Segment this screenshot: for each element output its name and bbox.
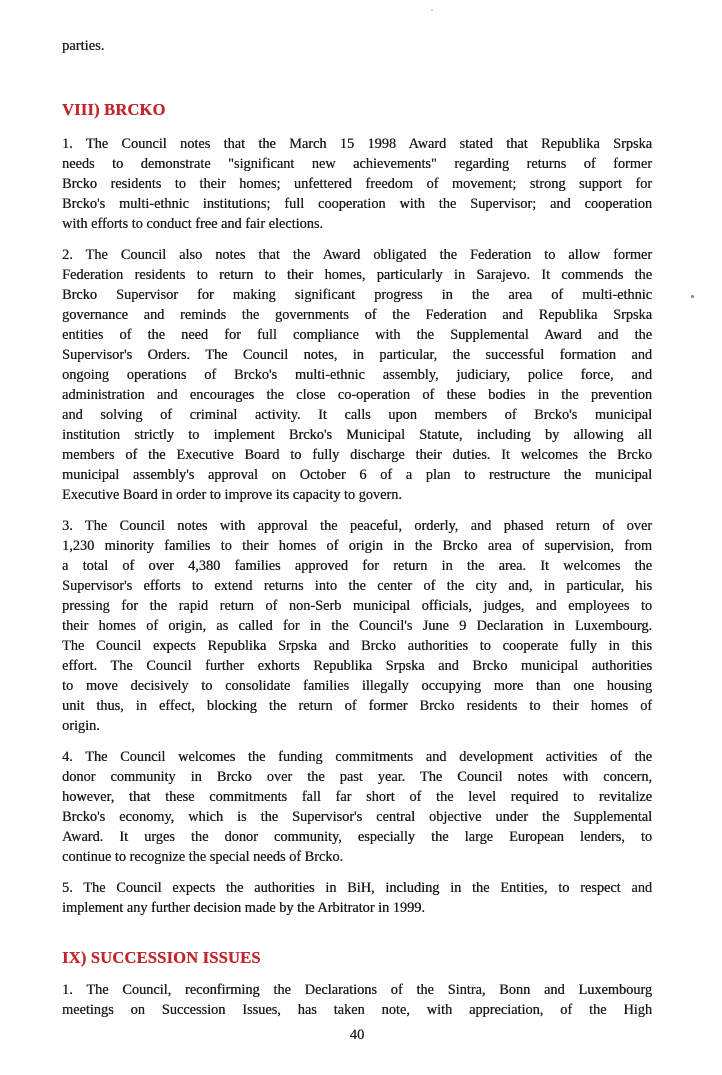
text-line: institution strictly to implement Brcko's Municipal Statute, including by allowing all bbox=[62, 427, 652, 443]
text-line: municipal assembly's approval on October 6 of a plan to restructure the municipal bbox=[62, 467, 652, 483]
text-line: meetings on Succession Issues, has taken note, with appreciation, of the High bbox=[62, 1002, 652, 1018]
text-line: Award. It urges the donor community, especially the large European lenders, to bbox=[62, 829, 652, 845]
text-line: with efforts to conduct free and fair elections. bbox=[62, 216, 323, 232]
paragraph bbox=[62, 245, 652, 505]
text-line: implement any further decision made by the Arbitrator in 1999. bbox=[62, 900, 425, 916]
paragraph bbox=[62, 134, 652, 234]
text-line: pressing for the rapid return of non-Serb municipal officials, judges, and employees to bbox=[62, 598, 652, 614]
text-line: 3. The Council notes with approval the peaceful, orderly, and phased return of over bbox=[62, 518, 652, 534]
text-line: Brcko's multi-ethnic institutions; full cooperation with the Supervisor; and cooperation bbox=[62, 196, 652, 212]
text-line: Executive Board in order to improve its capacity to govern. bbox=[62, 487, 402, 503]
text-line: Federation residents to return to their homes, particularly in Sarajevo. It commends the bbox=[62, 267, 652, 283]
text-line: 1. The Council notes that the March 15 1998 Award stated that Republika Srpska bbox=[62, 136, 652, 152]
text-line: Supervisor's Orders. The Council notes, in particular, the successful formation and bbox=[62, 347, 652, 363]
section-succession-paragraphs bbox=[62, 980, 652, 1020]
text-line: origin. bbox=[62, 718, 100, 734]
scan-speck bbox=[691, 295, 694, 298]
text-column bbox=[62, 0, 652, 1020]
paragraph bbox=[62, 747, 652, 867]
continuation-text: parties. bbox=[62, 38, 105, 54]
text-line: continue to recognize the special needs of Brcko. bbox=[62, 849, 344, 865]
paragraph bbox=[62, 980, 652, 1020]
text-line: needs to demonstrate "significant new achievements" regarding returns of former bbox=[62, 156, 652, 172]
text-line: Supervisor's efforts to extend returns into the center of the city and, in particular, his bbox=[62, 578, 652, 594]
section-brcko bbox=[62, 98, 652, 918]
text-line: 4. The Council welcomes the funding commitments and development activities of the bbox=[62, 749, 652, 765]
text-line: a total of over 4,380 families approved for return in the area. It welcomes the bbox=[62, 558, 652, 574]
text-line: effort. The Council further exhorts Republika Srpska and Brcko municipal authorities bbox=[62, 658, 652, 674]
text-line: ongoing operations of Brcko's multi-ethnic assembly, judiciary, police force, and bbox=[62, 367, 652, 383]
text-line: members of the Executive Board to fully discharge their duties. It welcomes the Brcko bbox=[62, 447, 652, 463]
text-line: entities of the need for full compliance with the Supplemental Award and the bbox=[62, 327, 652, 343]
section-succession bbox=[62, 946, 652, 1020]
text-line: 1. The Council, reconfirming the Declarations of the Sintra, Bonn and Luxembourg bbox=[62, 982, 652, 998]
text-line: Brcko residents to their homes; unfettered freedom of movement; strong support for bbox=[62, 176, 652, 192]
text-line: and solving of criminal activity. It calls upon members of Brcko's municipal bbox=[62, 407, 652, 423]
text-line: 2. The Council also notes that the Award obligated the Federation to allow former bbox=[62, 247, 652, 263]
section-heading-succession: IX) SUCCESSION ISSUES bbox=[62, 948, 261, 967]
text-line: to move decisively to consolidate families illegally occupying more than one housing bbox=[62, 678, 652, 694]
text-line: 1,230 minority families to their homes of origin in the Brcko area of supervision, from bbox=[62, 538, 652, 554]
page-number: 40 bbox=[349, 1027, 365, 1043]
section-brcko-paragraphs bbox=[62, 134, 652, 918]
text-line: governance and reminds the governments of the Federation and Republika Srpska bbox=[62, 307, 652, 323]
text-line: however, that these commitments fall far short of the level required to revitalize bbox=[62, 789, 652, 805]
section-heading-brcko: VIII) BRCKO bbox=[62, 100, 166, 119]
text-line: unit thus, in effect, blocking the return of former Brcko residents to their homes of bbox=[62, 698, 652, 714]
text-line: The Council expects Republika Srpska and Brcko authorities to cooperate fully in this bbox=[62, 638, 652, 654]
text-line: Brcko's economy, which is the Supervisor's central objective under the Supplemental bbox=[62, 809, 652, 825]
text-line: donor community in Brcko over the past year. The Council notes with concern, bbox=[62, 769, 652, 785]
paragraph bbox=[62, 516, 652, 736]
text-line: their homes of origin, as called for in the Council's June 9 Declaration in Luxembourg. bbox=[62, 618, 652, 634]
paragraph bbox=[62, 878, 652, 918]
text-line: administration and encourages the close co-operation of these bodies in the prevention bbox=[62, 387, 652, 403]
text-line: 5. The Council expects the authorities in BiH, including in the Entities, to respect and bbox=[62, 880, 652, 896]
text-line: Brcko Supervisor for making significant progress in the area of multi-ethnic bbox=[62, 287, 652, 303]
